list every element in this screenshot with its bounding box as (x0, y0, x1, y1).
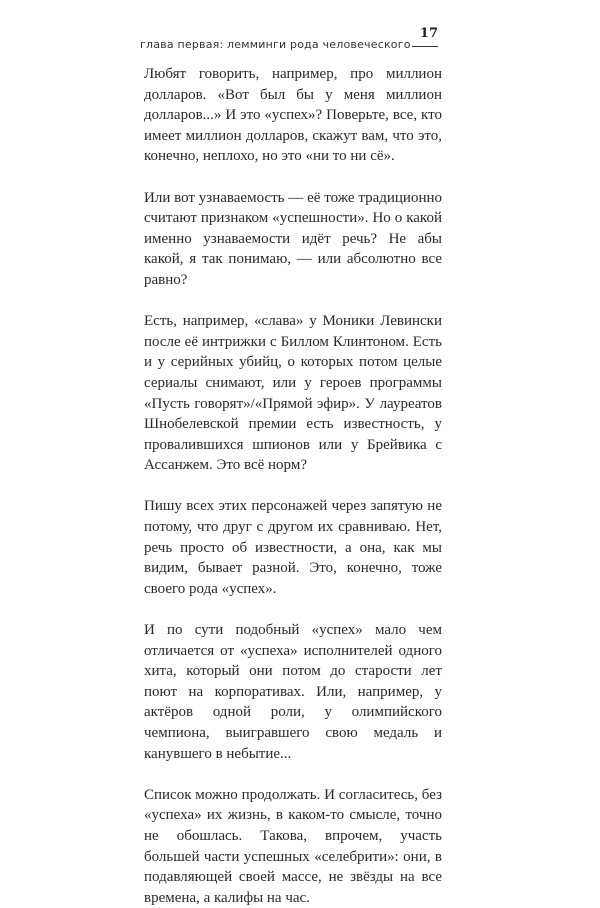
paragraph-1: Любят говорить, например, про миллион долларов. «Вот был бы у меня миллион долларов...» И это «успех»? Поверьте, все, кто имеет миллион долларов, скажут вам, что это, конечно, неплохо, но это «ни то ни сё». (144, 66, 442, 165)
running-header (140, 26, 438, 52)
chapter-title: глава первая: лемминги рода человеческого (140, 38, 411, 51)
paragraph-5: И по сути подобный «успех» мало чем отличается от «успеха» исполнителей одного хита, который они потом до старости лет поют на корпоративах. Или, например, у актёров одной роли, у олимпийского чемпиона, выигравшего свою медаль и канувшего в небытие... (144, 622, 442, 762)
paragraph-4: Пишу всех этих персонажей через запятую не потому, что друг с другом их сравниваю. Нет, речь просто об известности, а она, как мы видим, бывает разной. Это, конечно, тоже своего рода «успех». (144, 498, 442, 597)
paragraph-2: Или вот узнаваемость — её тоже традиционно считают признаком «успешности». Но о какой именно узнаваемости идёт речь? Не абы какой, я так понимаю, — или абсолютно все равно? (144, 189, 442, 288)
body-text (144, 64, 442, 908)
paragraph-6: Список можно продолжать. И согласитесь, без «успеха» их жизнь, в каком-то смысле, точно не обошлась. Такова, впрочем, участь большей части успешных «селебрити»: они, в подавляющей своей массе, не звёзды на все времена, а калифы на час. (144, 786, 442, 906)
page-number: 17 (419, 26, 438, 41)
paragraph-3: Есть, например, «слава» у Моники Левински после её интрижки с Биллом Клинтоном. Есть и у серийных убийц, о которых потом целые сериалы снимают, или у героев программы «Пусть говорят»/«Прямой эфир». У лауреатов Шнобелевской премии есть известность, у провалившихся шпионов или у Брейвика с Ассанжем. Это всё норм? (144, 313, 442, 474)
header-rule (412, 46, 438, 47)
